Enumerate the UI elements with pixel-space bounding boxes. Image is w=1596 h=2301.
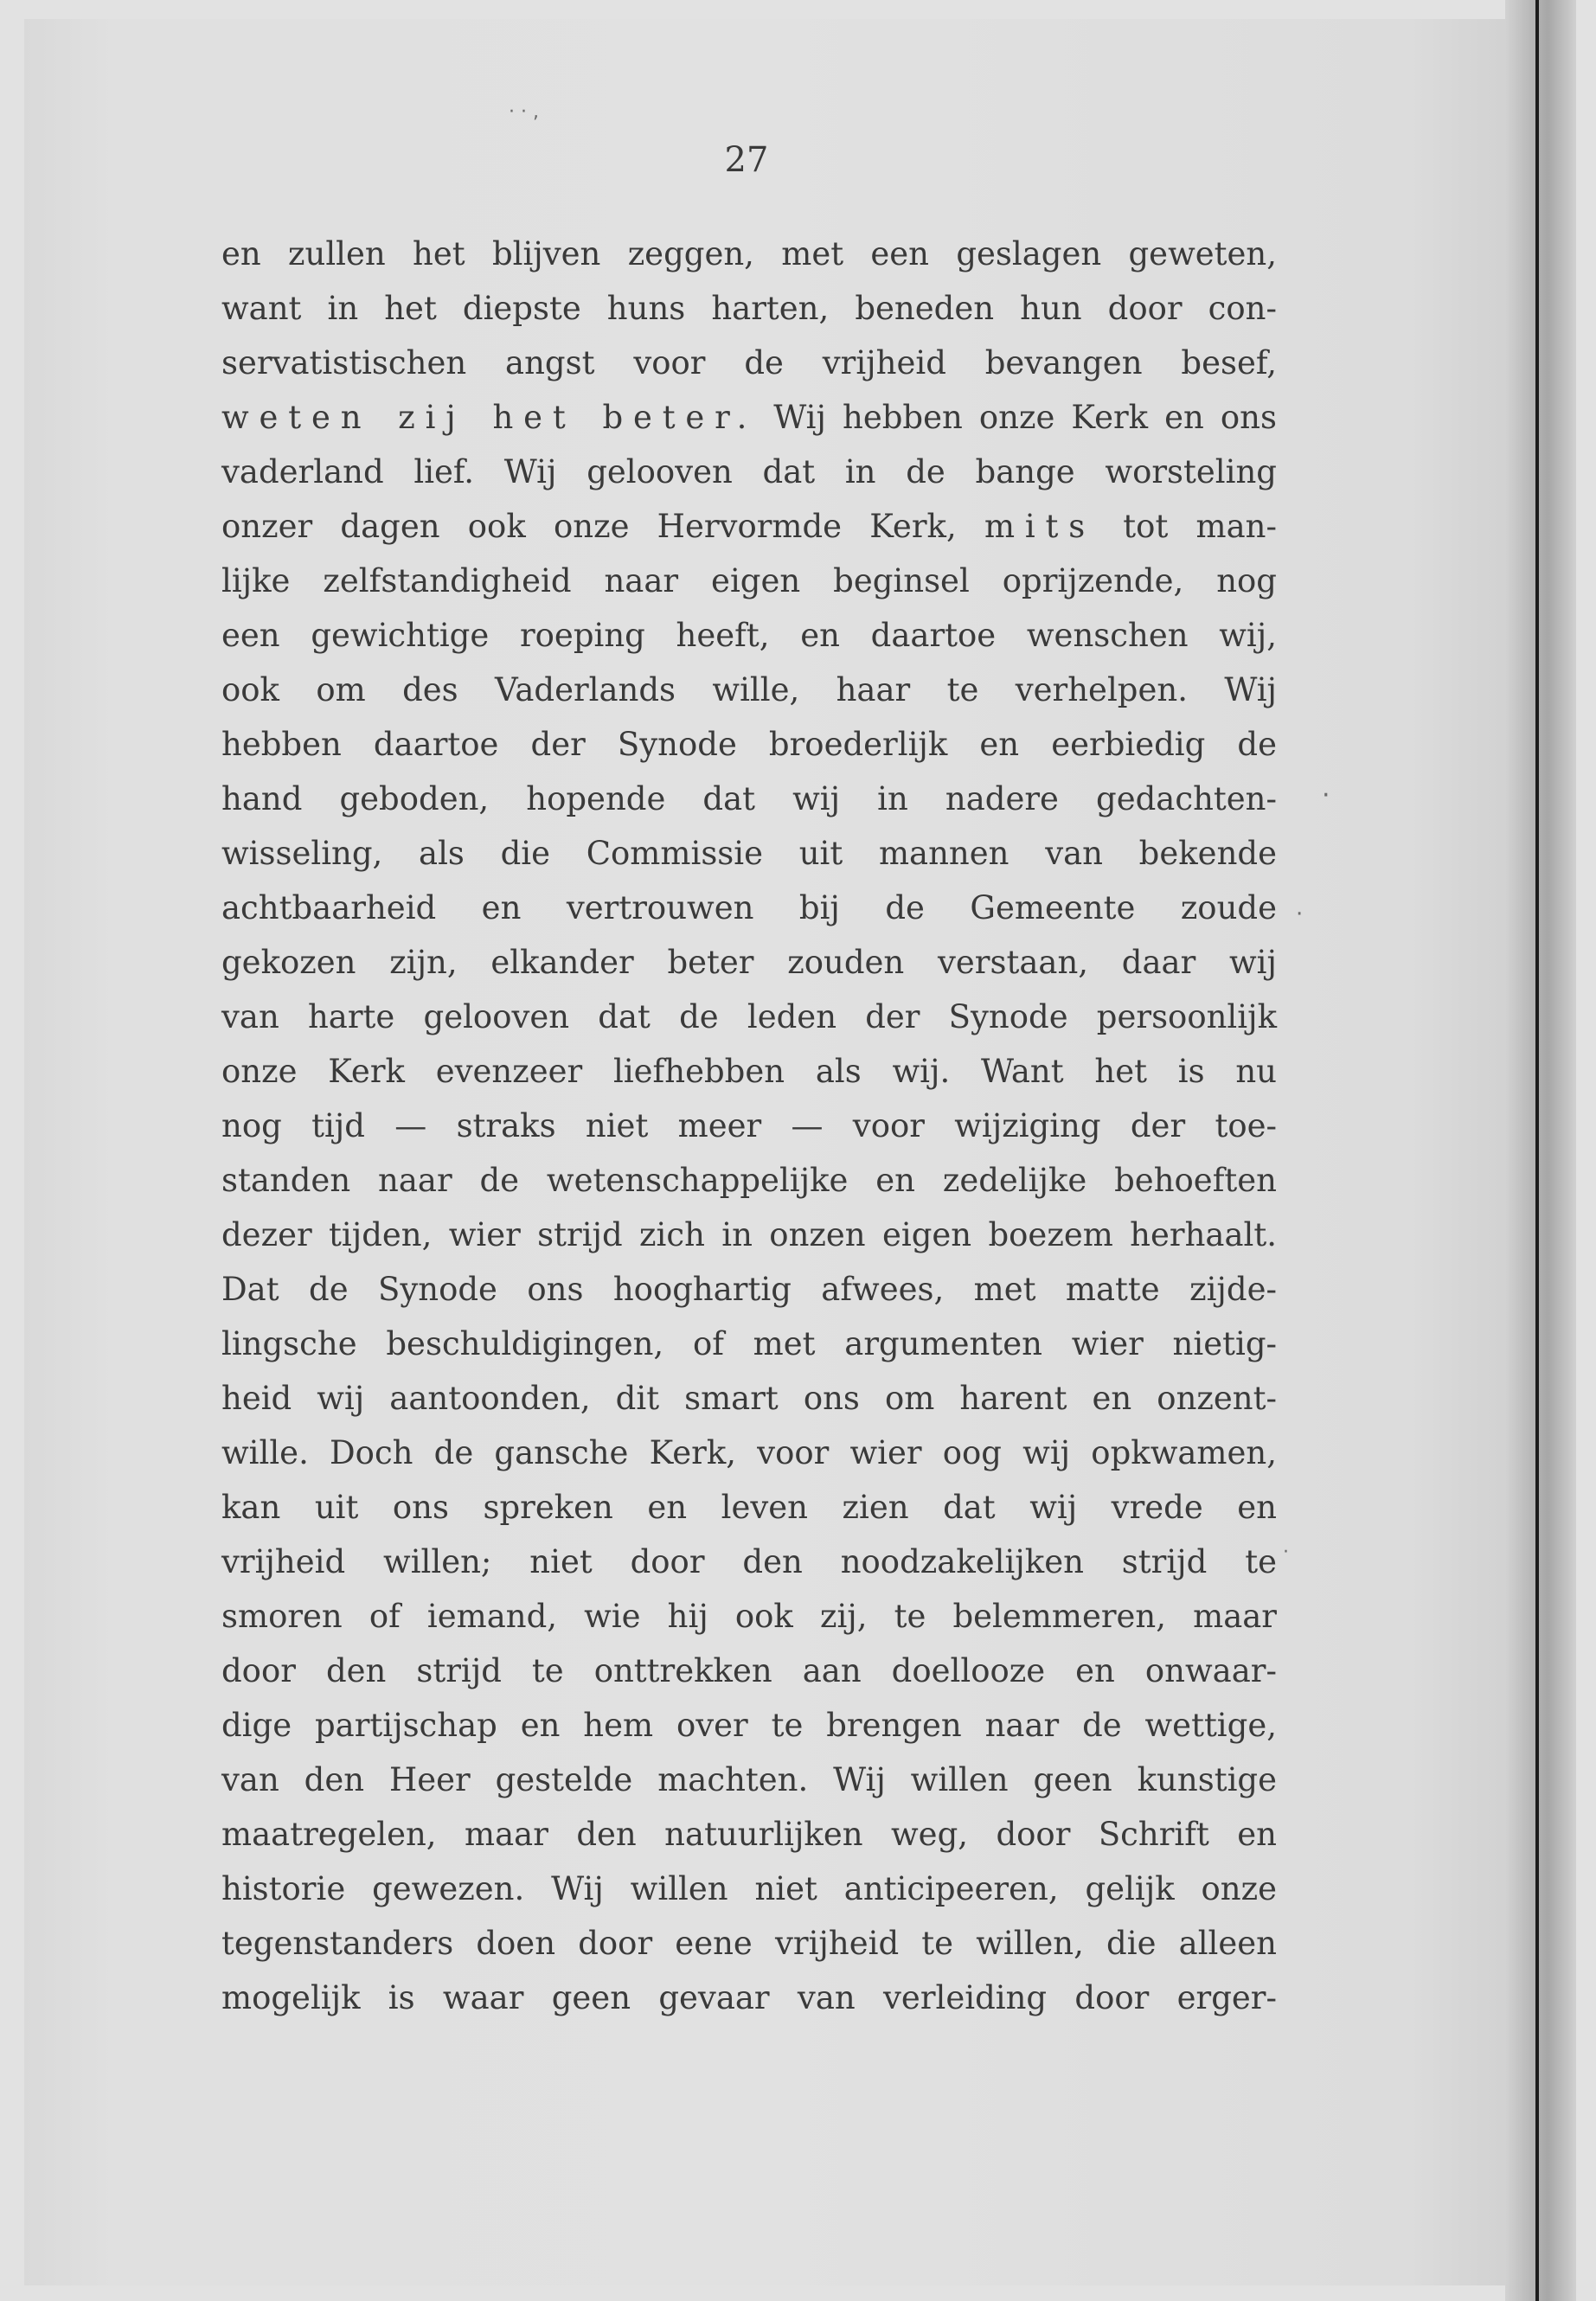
text-line: tegenstanders doen door eene vrijheid te willen, die alleen [221,1925,1277,1962]
text-line: maatregelen, maar den natuurlijken weg, door Schrift en [221,1816,1277,1853]
text-line: door den strijd te onttrekken aan doellooze en onwaar- [221,1652,1277,1689]
text-line: kan uit ons spreken en leven zien dat wij vrede en [221,1489,1277,1526]
page-spine-shadow [1505,0,1576,2301]
text-line: lingsche beschuldigingen, of met argumenten wier nietig- [221,1325,1277,1362]
body-text [221,227,1277,2025]
text-line: smoren of iemand, wie hij ook zij, te belemmeren, maar [221,1598,1277,1635]
text-line: historie gewezen. Wij willen niet anticipeeren, gelijk onze [221,1870,1277,1907]
text-line: mogelijk is waar geen gevaar van verleiding door erger- [221,1979,1277,2016]
text-line: van den Heer gestelde machten. Wij willen geen kunstige [221,1761,1277,1798]
text-line: weten zij het beter. Wij hebben onze Kerk en ons [221,399,1277,436]
text-line: en zullen het blijven zeggen, met een geslagen geweten, [221,235,1277,272]
text-line: dezer tijden, wier strijd zich in onzen eigen boezem herhaalt. [221,1216,1277,1253]
ink-fleck: · · , [509,101,539,123]
text-line: heid wij aantoonden, dit smart ons om harent en onzent- [221,1380,1277,1417]
text-line: servatistischen angst voor de vrijheid bevangen besef, [221,344,1277,381]
text-line: onzer dagen ook onze Hervormde Kerk, mits tot man- [221,508,1278,545]
text-line: dige partijschap en hem over te brengen naar de wettige, [221,1707,1277,1744]
text-line: hebben daartoe der Synode broederlijk en eerbiedig de [221,726,1277,763]
text-line: vrijheid willen; niet door den noodzakelijken strijd te [221,1543,1277,1580]
text-line: lijke zelfstandigheid naar eigen beginsel oprijzende, nog [221,562,1277,599]
text-line: wille. Doch de gansche Kerk, voor wier oog wij opkwamen, [221,1434,1277,1471]
page-edge-line [1535,0,1539,2301]
text-line: Dat de Synode ons hooghartig afwees, met matte zijde- [221,1271,1277,1308]
book-page [24,19,1529,2285]
text-line: onze Kerk evenzeer liefhebben als wij. Want het is nu [221,1053,1277,1090]
text-line: wisseling, als die Commissie uit mannen van bekende [221,835,1277,872]
text-line: een gewichtige roeping heeft, en daartoe wenschen wij, [221,617,1277,654]
ink-fleck: · [1296,901,1304,927]
text-line: standen naar de wetenschappelijke en zedelijke behoeften [221,1162,1277,1199]
emphasis-spaced: mits [984,508,1096,545]
text-line: van harte gelooven dat de leden der Synode persoonlijk [221,998,1277,1035]
ink-fleck: · [1283,1541,1289,1563]
emphasis-spaced: weten zij het beter. [221,399,758,436]
text-line: want in het diepste huns harten, beneden hun door con- [221,290,1277,327]
text-line: nog tijd — straks niet meer — voor wijziging der toe- [221,1107,1277,1144]
text-line: vaderland lief. Wij gelooven dat in de bange worsteling [221,453,1277,490]
text-line: gekozen zijn, elkander beter zouden verstaan, daar wij [221,944,1277,981]
page-number: 27 [724,140,769,180]
text-line: hand geboden, hopende dat wij in nadere gedachten- [221,780,1277,817]
text-line: ook om des Vaderlands wille, haar te verhelpen. Wij [221,671,1277,708]
ink-fleck: · [1322,780,1330,811]
text-line: achtbaarheid en vertrouwen bij de Gemeente zoude [221,889,1277,926]
